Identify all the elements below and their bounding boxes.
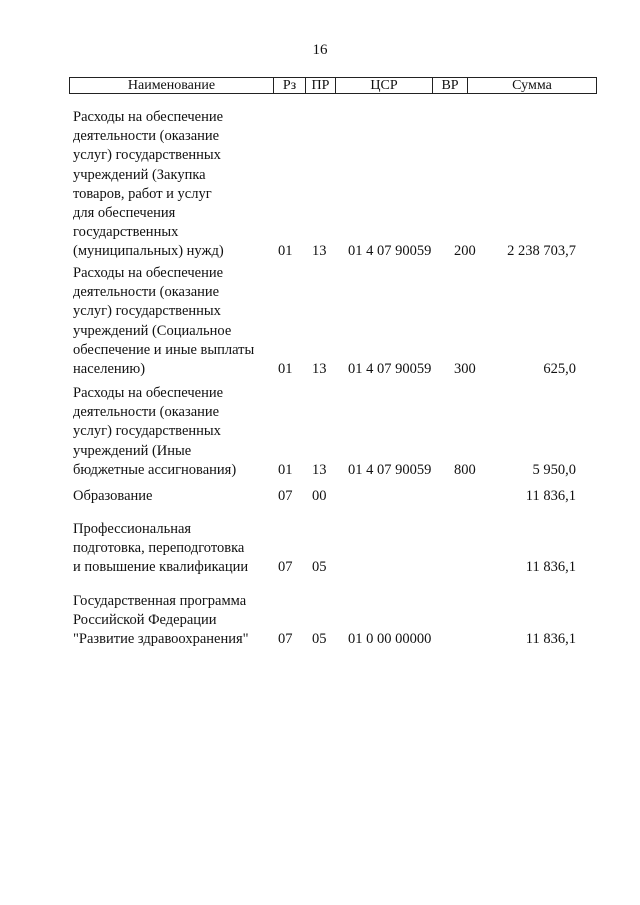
row-rz: 07 — [278, 631, 293, 648]
row-pr: 13 — [312, 243, 327, 260]
column-header-sum: Сумма — [467, 78, 596, 93]
row-rz: 07 — [278, 488, 293, 504]
row-name: Расходы на обеспечение деятельности (оказание услуг) государственных учреждений (Социальное обеспечение и иные выплаты населению) — [73, 265, 255, 378]
row-vr: 200 — [454, 243, 476, 260]
row-name: Расходы на обеспечение деятельности (оказание услуг) государственных учреждений (Закупка товаров, работ и услуг для обеспечения государственных (муниципальных) нужд) — [73, 109, 224, 260]
table-row — [73, 384, 593, 480]
table-row — [73, 520, 593, 578]
row-sum: 5 950,0 — [532, 461, 576, 478]
row-name: Расходы на обеспечение деятельности (оказание услуг) государственных учреждений (Иные бюджетные ассигнования) — [73, 385, 237, 478]
table-row — [73, 592, 593, 650]
row-sum: 11 836,1 — [525, 559, 576, 576]
column-header-rz: Рз — [273, 78, 305, 93]
table-row — [73, 487, 593, 506]
row-pr: 13 — [312, 461, 327, 478]
table-header — [69, 77, 597, 94]
row-rz: 01 — [278, 243, 293, 260]
row-rz: 01 — [278, 361, 293, 378]
row-rz: 01 — [278, 461, 293, 478]
column-header-csr: ЦСР — [335, 78, 432, 93]
row-pr: 05 — [312, 559, 327, 576]
column-header-name: Наименование — [127, 78, 216, 93]
row-csr: 01 4 07 90059 — [348, 361, 432, 378]
page-number: 16 — [312, 42, 328, 58]
row-vr: 300 — [454, 361, 476, 378]
row-csr: 01 4 07 90059 — [348, 461, 432, 478]
row-sum: 11 836,1 — [525, 631, 576, 648]
column-header-pr: ПР — [305, 78, 335, 93]
row-sum: 11 836,1 — [525, 488, 576, 504]
row-name: Государственная программа Российской Федерации "Развитие здравоохранения" — [73, 593, 249, 648]
row-sum: 2 238 703,7 — [507, 243, 576, 260]
row-pr: 00 — [312, 488, 327, 504]
row-sum: 625,0 — [543, 361, 576, 378]
row-csr: 01 0 00 00000 — [348, 631, 432, 648]
row-name: Профессиональная подготовка, переподготовка и повышение квалификации — [73, 521, 249, 576]
column-header-vr: ВР — [432, 78, 467, 93]
row-name: Образование — [73, 488, 153, 504]
row-vr: 800 — [454, 461, 476, 478]
row-pr: 13 — [312, 361, 327, 378]
row-csr: 01 4 07 90059 — [348, 243, 432, 260]
table-row — [73, 264, 593, 379]
row-pr: 05 — [312, 631, 327, 648]
table-row — [73, 108, 593, 262]
row-rz: 07 — [278, 559, 293, 576]
